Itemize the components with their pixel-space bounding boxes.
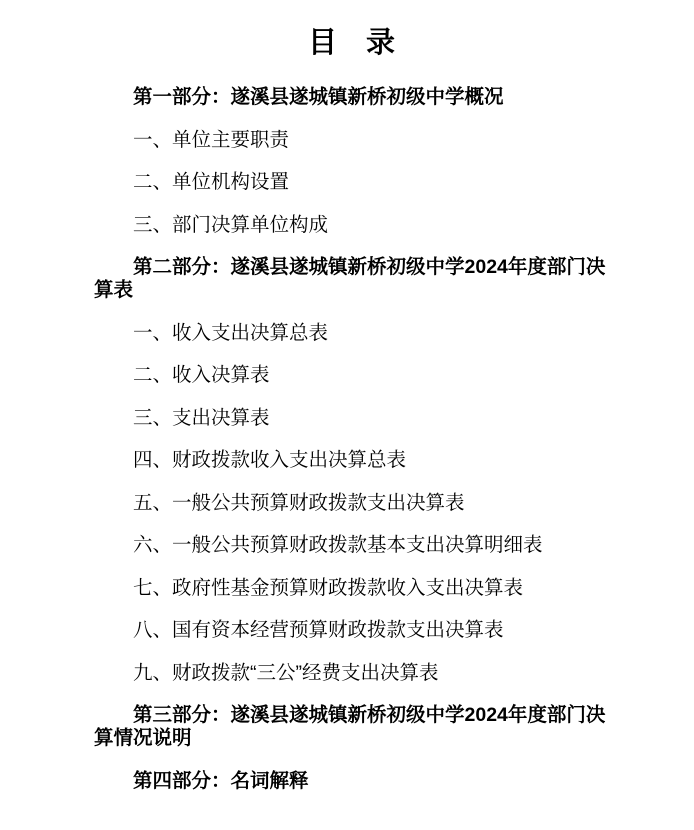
toc-line: 九、财政拨款“三公”经费支出决算表 — [133, 661, 439, 684]
toc-item — [94, 534, 609, 557]
table-of-contents — [94, 86, 609, 793]
toc-item — [94, 662, 609, 685]
toc-item — [94, 171, 609, 194]
toc-line: 第二部分：遂溪县遂城镇新桥初级中学2024年度部门决 — [133, 256, 606, 278]
toc-line: 四、财政拨款收入支出决算总表 — [133, 449, 407, 471]
toc-line: 一、单位主要职责 — [133, 128, 290, 151]
toc-section-heading — [94, 704, 609, 750]
toc-line: 第一部分：遂溪县遂城镇新桥初级中学概况 — [133, 86, 504, 108]
toc-item — [94, 322, 609, 345]
toc-item — [94, 407, 609, 430]
toc-line: 二、单位机构设置 — [133, 171, 290, 193]
toc-item — [94, 577, 609, 600]
toc-item — [94, 449, 609, 472]
toc-line: 七、政府性基金预算财政拨款收入支出决算表 — [133, 576, 524, 599]
toc-line: 三、支出决算表 — [133, 406, 270, 429]
toc-item — [94, 492, 609, 515]
toc-section-heading — [94, 86, 609, 109]
toc-line: 三、部门决算单位构成 — [133, 213, 329, 236]
toc-line: 一、收入支出决算总表 — [133, 321, 329, 344]
toc-line: 五、一般公共预算财政拨款支出决算表 — [133, 491, 465, 514]
toc-line: 第四部分：名词解释 — [133, 769, 309, 792]
toc-item — [94, 619, 609, 642]
toc-line: 六、一般公共预算财政拨款基本支出决算明细表 — [133, 534, 543, 556]
toc-item — [94, 129, 609, 152]
toc-section-heading — [94, 770, 609, 793]
toc-line: 第三部分：遂溪县遂城镇新桥初级中学2024年度部门决 — [133, 704, 606, 726]
toc-item — [94, 364, 609, 387]
toc-line: 二、收入决算表 — [133, 364, 270, 386]
toc-item — [94, 214, 609, 237]
toc-line: 八、国有资本经营预算财政拨款支出决算表 — [133, 619, 504, 641]
toc-line: 算情况说明 — [94, 727, 192, 749]
toc-line: 算表 — [94, 279, 134, 301]
document-title: 目 录 — [307, 27, 395, 59]
toc-section-heading — [94, 256, 609, 302]
